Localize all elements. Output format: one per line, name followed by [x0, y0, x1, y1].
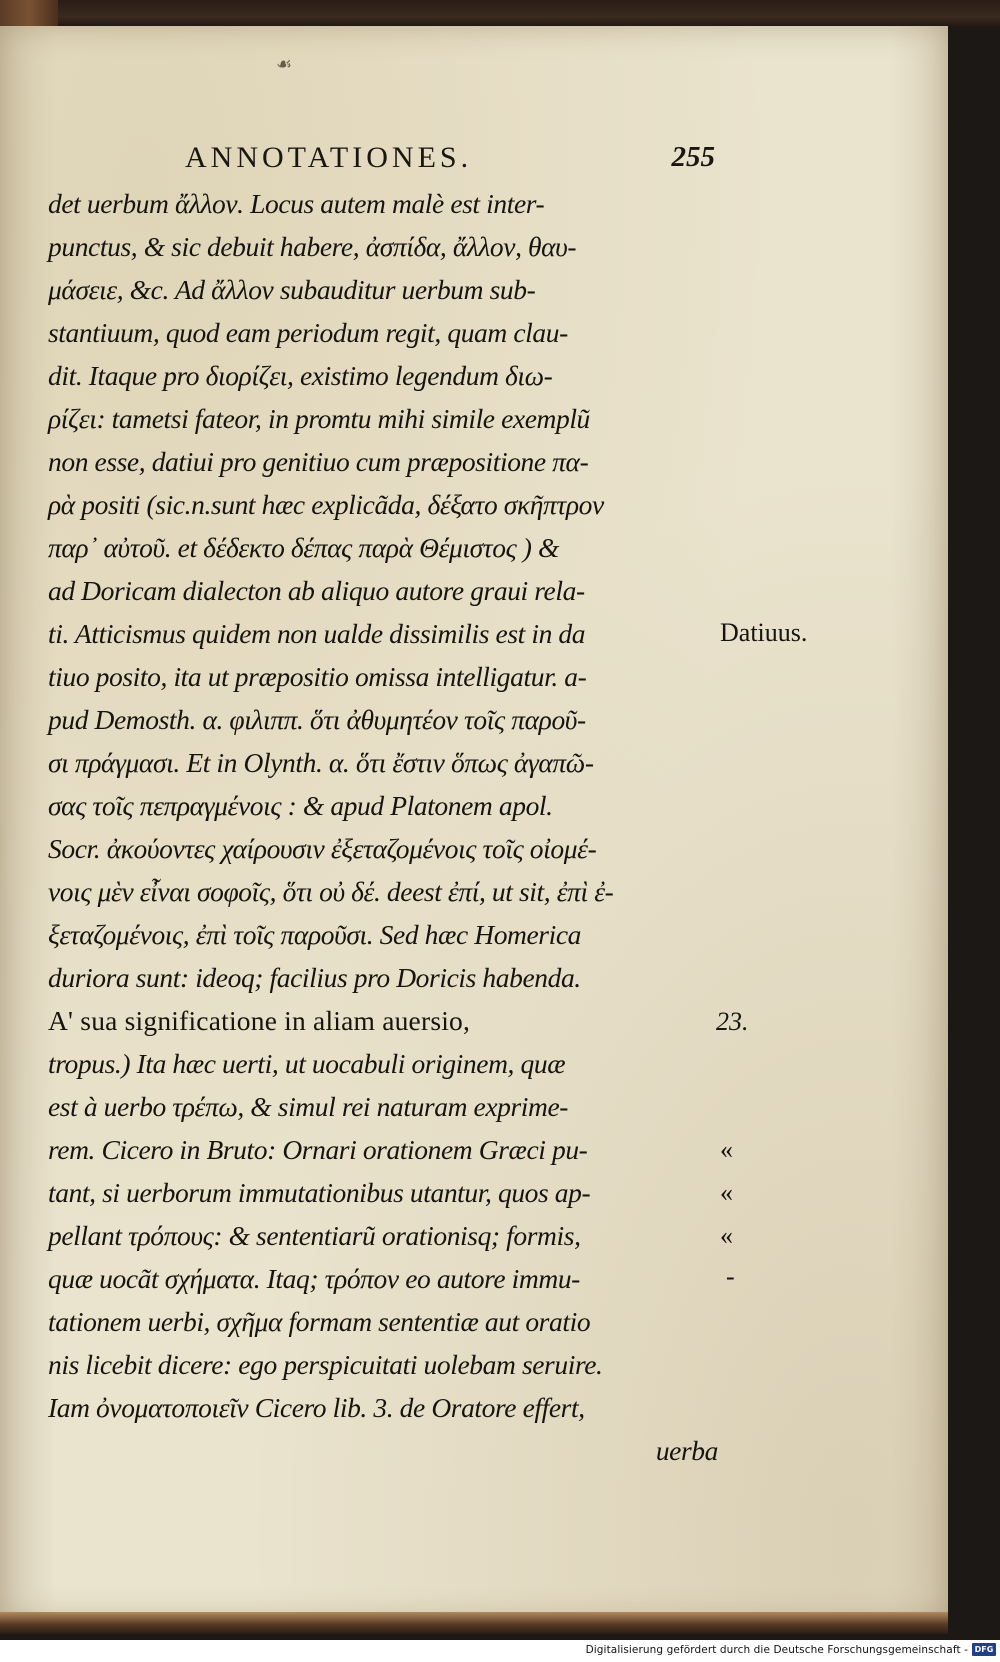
text-line: punctus, & sic debuit habere, ἀσπίδα, ἄλλον, θαυ-: [48, 231, 577, 262]
text-line: tant, si uerborum immutationibus utantur, quos ap-: [48, 1177, 591, 1208]
text-line: stantiuum, quod eam periodum regit, quam clau-: [48, 317, 568, 348]
text-line: ξεταζομένοις, ἐπὶ τοῖς παροῦσι. Sed hæc Homerica: [48, 919, 582, 950]
text-line: det uerbum ἄλλον. Locus autem malè est inter-: [48, 188, 545, 219]
margin-quote-mark: «: [720, 1221, 733, 1250]
catchword: uerba: [655, 1435, 718, 1466]
text-line: ρίζει: tametsi fateor, in promtu mihi simile exemplũ: [48, 403, 590, 434]
text-line-lemma: A' sua significatione in aliam auersio,: [48, 1005, 471, 1036]
text-line: duriora sunt: ideoq; facilius pro Doricis habenda.: [48, 962, 581, 993]
text-line: tiuo posito, ita ut præpositio omissa intelligatur. a-: [48, 661, 587, 692]
text-line: νοις μὲν εἶναι σοφοῖς, ὅτι οὐ δέ. deest ἐπί, ut sit, ἐπὶ ἐ-: [48, 876, 614, 907]
text-line: ρὰ positi (sic.n.sunt hæc explicãda, δέξατο σκῆπτρον: [48, 489, 604, 520]
text-line: quæ uocãt σχήματα. Itaq; τρόπον eo autore immu-: [48, 1263, 580, 1294]
book-binding-bottom: [0, 1612, 948, 1634]
margin-note-datiuus: Datiuus.: [720, 618, 808, 647]
text-line: nis licebit dicere: ego perspicuitati uolebam seruire.: [48, 1349, 603, 1380]
dfg-logo: DFG: [972, 1643, 996, 1656]
text-line: μάσειε, &c. Ad ἄλλον subauditur uerbum sub-: [48, 274, 536, 305]
text-line: dit. Itaque pro διορίζει, existimo legendum διω-: [48, 360, 553, 391]
text-line: rem. Cicero in Bruto: Ornari orationem Græci pu-: [48, 1134, 588, 1165]
text-line: non esse, datiui pro genitiuo cum præpositione πα-: [48, 446, 589, 477]
text-line: tationem uerbi, σχῆμα formam sententiæ aut oratio: [48, 1306, 591, 1337]
text-line: pud Demosth. α. φιλιππ. ὅτι ἀθυμητέον τοῖς παροῦ-: [48, 704, 586, 735]
text-line: ti. Atticismus quidem non ualde dissimilis est in da: [48, 618, 586, 649]
text-line: σας τοῖς πεπραγμένοις : & apud Platonem apol.: [48, 790, 553, 821]
digitization-credit: Digitalisierung gefördert durch die Deutsche Forschungsgemeinschaft -: [585, 1644, 968, 1656]
text-line: Socr. ἀκούοντες χαίρουσιν ἐξεταζομένοις τοῖς οἰομέ-: [48, 833, 597, 864]
text-line: ad Doricam dialecton ab aliquo autore graui rela-: [48, 575, 585, 606]
page-header: [185, 141, 715, 181]
running-head: ANNOTATIONES.: [185, 141, 473, 174]
text-line: σι πράγμασι. Et in Olynth. α. ὅτι ἔστιν ὅπως ἀγαπῶ-: [48, 747, 594, 778]
book-binding-top: [0, 0, 1000, 28]
ornament-mark: ☙: [276, 54, 293, 75]
page-number: 255: [671, 141, 715, 173]
margin-note-number: 23.: [716, 1007, 749, 1036]
margin-dash-mark: -: [726, 1262, 735, 1291]
text-line: pellant τρόπους: & sententiarũ orationisq; formis,: [48, 1220, 581, 1251]
margin-quote-mark: «: [720, 1178, 733, 1207]
text-line: tropus.) Ita hæc uerti, ut uocabuli originem, quæ: [48, 1048, 566, 1079]
text-line: est à uerbo τρέπω, & simul rei naturam exprime-: [48, 1091, 569, 1122]
text-line: Iam ὀνοματοποιεῖν Cicero lib. 3. de Oratore effert,: [48, 1392, 585, 1423]
body-text: [48, 182, 718, 1472]
text-line: παρ᾽ αὐτοῦ. et δέδεκτο δέπας παρὰ Θέμιστος ) &: [48, 532, 560, 563]
margin-quote-mark: «: [720, 1135, 733, 1164]
